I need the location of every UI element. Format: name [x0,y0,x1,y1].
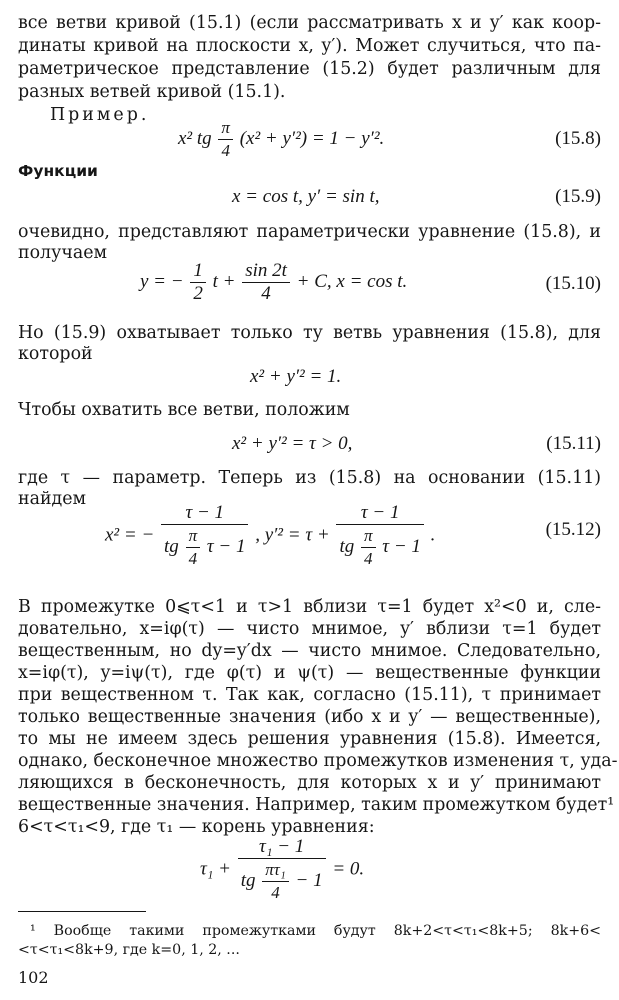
equation-number: (15.10) [545,273,601,294]
text-line: все ветви кривой (15.1) (если рассматривать x и y′ как коор- [18,13,601,33]
tau1-fraction [238,836,326,904]
text-line: которой [18,344,93,364]
equation-15-8 [178,117,384,162]
frac-numerator: π [361,525,376,548]
text-line: Но (15.9) охватывает только ту ветвь уравнения (15.8), для [18,323,601,343]
text-line: где τ — параметр. Теперь из (15.8) на основании (15.11) [18,468,601,488]
equation-number: (15.9) [555,186,601,207]
text-line: очевидно, представляют параметрически уравнение (15.8), и [18,222,601,242]
text-line: найдем [18,489,87,509]
equation-15-12 [105,502,435,570]
text-line: x=iφ(τ), y=iψ(τ), где φ(τ) и ψ(τ) — вещественные функции [18,663,601,683]
frac-numerator: τ − 1 [161,502,248,525]
text-line: динаты кривой на плоскости x, y′). Может случиться, что па- [18,36,601,56]
equation-number: (15.12) [545,519,601,540]
pi-over-4-fraction [361,525,376,570]
equation-branch: x² + y′² = 1. [250,366,342,387]
eq-15-12-end: . [430,524,436,546]
frac-denominator [336,525,423,570]
footnote-line: ¹ Вообще такими промежутками будут 8k+2<τ<τ₁<8k+5; 8k+6< [30,923,601,939]
text-line: только вещественные значения (ибо x и y′ — вещественные), [18,707,601,727]
frac-numerator: 1 [190,260,206,283]
text-line: ляющихся в бесконечность, для которых x и y′ принимают [18,773,601,793]
footnote-rule [18,911,146,912]
tg-text: tg [164,535,179,557]
frac-numerator: π [218,117,233,140]
example-label: Пример. [50,105,150,125]
eq-15-10-tail: + C, x = cos t. [296,270,408,292]
functions-label: Функции [18,162,98,180]
text-line: довательно, x=iφ(τ) — чисто мнимое, y′ вблизи τ=1 будет [18,619,601,639]
tau-minus-one: τ − 1 [206,535,246,557]
equation-15-10 [140,260,407,305]
tau-fraction-1 [161,502,248,570]
frac-denominator: 4 [364,549,373,568]
eq-15-8-lhs: x² tg [178,127,212,149]
eq-tau1-rhs: = 0. [332,858,365,880]
tau-fraction-2 [336,502,423,570]
frac-denominator: 4 [221,141,230,160]
pi-over-4-fraction [218,117,233,162]
eq-15-8-rhs: (x² + y′²) = 1 − y′². [239,127,385,149]
frac-numerator: πτ₁ [262,859,289,882]
tau-minus-one: τ − 1 [382,535,421,557]
equation-number: (15.8) [555,128,601,149]
text-line: В промежутке 0⩽τ<1 и τ>1 вблизи τ=1 будет x²<0 и, сле- [18,597,601,617]
pi-over-4-fraction [186,525,201,570]
text-line: раметрическое представление (15.2) будет различным для [18,59,601,79]
eq-15-10-y: y = − [140,270,184,292]
frac-numerator: sin 2t [242,260,290,283]
text-line: при вещественном τ. Так как, согласно (15.11), τ принимает [18,685,601,705]
tg-text: tg [339,535,355,557]
eq-15-12-x2: x² = − [105,524,155,546]
sin2t-over-4-fraction [242,260,290,305]
frac-denominator: 4 [188,549,198,568]
frac-numerator: π [186,525,201,548]
page-number: 102 [18,968,49,987]
text-line: однако, бесконечное множество промежутков изменения τ, уда- [18,751,618,771]
minus-one: − 1 [295,869,323,891]
text-line: вещественные значения. Например, таким промежутком будет¹ [18,795,615,815]
frac-numerator: τ − 1 [336,502,423,525]
text-line: Чтобы охватить все ветви, положим [18,400,350,420]
eq-15-10-t: t + [212,270,236,292]
frac-denominator [161,525,248,570]
text-line: разных ветвей кривой (15.1). [18,82,286,102]
equation-number: (15.11) [546,433,601,454]
tg-text: tg [240,869,256,891]
equation-15-11: x² + y′² = τ > 0, [232,433,353,454]
one-half-fraction [190,260,206,305]
equation-15-9: x = cos t, y′ = sin t, [232,186,380,207]
frac-denominator: 2 [193,283,203,304]
text-line: вещественным, но dy=y′dx — чисто мнимое. Следовательно, [18,641,601,661]
footnote-line: <τ<τ₁<8k+9, где k=0, 1, 2, ... [18,942,240,958]
frac-denominator [238,859,326,904]
frac-denominator: 4 [261,283,271,304]
equation-tau1 [200,836,364,904]
text-line: 6<τ<τ₁<9, где τ₁ — корень уравнения: [18,817,375,837]
frac-numerator: τ₁ − 1 [238,836,326,859]
text-line: то мы не имеем здесь решения уравнения (15.8). Имеется, [18,729,601,749]
eq-tau1-lhs: τ₁ + [200,858,231,880]
text-line: получаем [18,243,108,263]
frac-denominator: 4 [271,883,280,902]
eq-15-12-mid: , y′² = τ + [255,524,330,546]
pitau-over-4-fraction [262,859,289,904]
